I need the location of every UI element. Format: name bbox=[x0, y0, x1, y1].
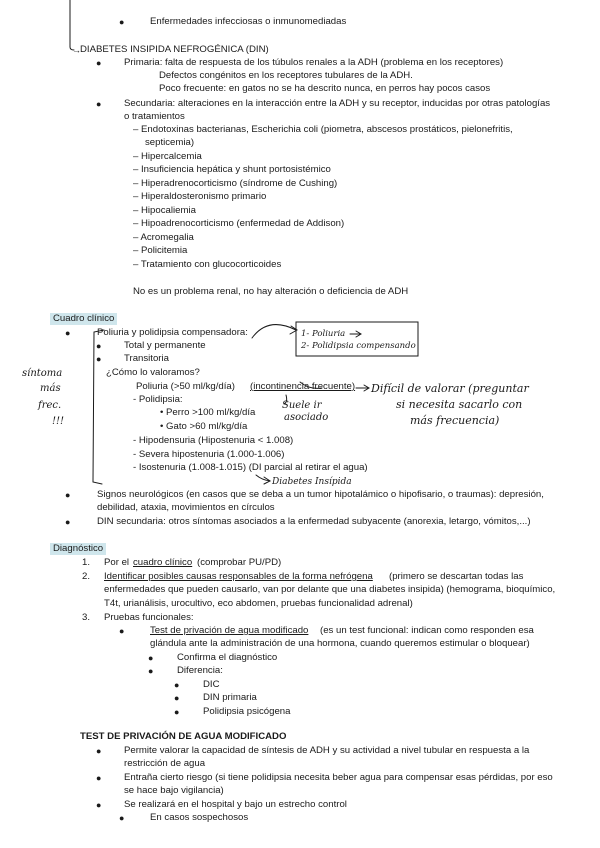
text-line: Pruebas funcionales: bbox=[104, 612, 194, 623]
section-heading-test-privacion: TEST DE PRIVACIÓN DE AGUA MODIFICADO bbox=[80, 731, 287, 742]
text-line: Poliuria y polidipsia compensadora: bbox=[97, 327, 248, 338]
text-line: ¿Cómo lo valoramos? bbox=[106, 367, 200, 378]
bullet-icon: ● bbox=[65, 490, 71, 500]
text-line: - Isostenuria (1.008-1.015) (DI parcial al retirar el agua) bbox=[133, 462, 368, 473]
list-item: – Policitemia bbox=[133, 245, 188, 256]
text-line: (es un test funcional: indican como responden esa bbox=[320, 625, 534, 636]
handwritten-note: !!! bbox=[52, 416, 65, 427]
handwritten-note: Suele ir bbox=[282, 400, 322, 411]
handwritten-note: si necesita sacarlo con bbox=[396, 398, 523, 411]
list-item: DIN primaria bbox=[203, 692, 257, 703]
text-line: - Severa hipostenuria (1.000-1.006) bbox=[133, 449, 285, 460]
bullet-icon: ● bbox=[96, 354, 102, 364]
text-line: Test de privación de agua modificado bbox=[150, 625, 309, 636]
text-line: DIN secundaria: otros síntomas asociados a la enfermedad subyacente (anorexia, letargo, vómitos,...) bbox=[97, 516, 531, 527]
list-number: 3. bbox=[82, 612, 91, 623]
text-line: (incontinencia frecuente) bbox=[250, 381, 356, 392]
list-item: – Hiperadrenocorticismo (síndrome de Cushing) bbox=[133, 178, 338, 189]
list-item: – Insuficiencia hepática y shunt portosistémico bbox=[133, 164, 331, 175]
text-line: Enfermedades infecciosas o inmunomediadas bbox=[150, 16, 347, 27]
handwritten-note: más frecuencia) bbox=[410, 414, 500, 427]
text-line: cuadro clínico bbox=[133, 557, 193, 568]
text-line: – Endotoxinas bacterianas, Escherichia coli (piometra, abscesos prostáticos, pielonefritis, bbox=[133, 124, 513, 135]
text-line: o tratamientos bbox=[124, 111, 185, 122]
list-item: DIC bbox=[203, 679, 220, 690]
text-line: No es un problema renal, no hay alteración o deficiencia de ADH bbox=[133, 286, 409, 297]
bullet-icon: ● bbox=[65, 328, 71, 338]
text-line: (comprobar PU/PD) bbox=[197, 557, 282, 568]
list-item: – Hipercalcemia bbox=[133, 151, 202, 162]
list-item: • Gato >60 ml/kg/día bbox=[160, 421, 248, 432]
list-number: 2. bbox=[82, 571, 91, 582]
text-line: restricción de agua bbox=[124, 758, 206, 769]
bullet-icon: ● bbox=[148, 653, 154, 663]
list-item: – Hipocaliemia bbox=[133, 205, 196, 216]
bullet-icon: ● bbox=[174, 707, 180, 717]
list-item: – Hiperaldosteronismo primario bbox=[133, 191, 267, 202]
text-line: En casos sospechosos bbox=[150, 812, 249, 823]
bullet-icon: ● bbox=[119, 626, 125, 636]
bullet-icon: ● bbox=[96, 58, 102, 68]
text-line: Identificar posibles causas responsables de la forma nefrógena bbox=[104, 571, 373, 582]
section-heading-din: DIABETES INSIPIDA NEFROGÉNICA (DIN) bbox=[80, 44, 269, 55]
handwritten-note: Difícil de valorar (preguntar bbox=[371, 382, 529, 395]
text-line: Se realizará en el hospital y bajo un estrecho control bbox=[124, 799, 347, 810]
text-line: - Polidipsia: bbox=[133, 394, 183, 405]
text-line: enfermedades que pueden causarlo, van por delante que una diabetes insipida) (hemograma, bioquímico, bbox=[104, 584, 556, 595]
text-line: (primero se descartan todas las bbox=[389, 571, 524, 582]
text-line: Poliuria (>50 ml/kg/día) bbox=[136, 381, 235, 392]
arrow-icon: → bbox=[72, 45, 81, 55]
text-line: Confirma el diagnóstico bbox=[177, 652, 278, 663]
text-line: debilidad, ataxia, movimientos en círculos bbox=[97, 502, 275, 513]
bullet-icon: ● bbox=[148, 666, 154, 676]
text-line: Permite valorar la capacidad de síntesis de ADH y su actividad a nivel tubular en respuesta a la bbox=[124, 745, 530, 756]
text-line: Por el bbox=[104, 557, 130, 568]
list-item: – Acromegalia bbox=[133, 232, 194, 243]
handwritten-note: síntoma bbox=[22, 368, 63, 379]
bullet-icon: ● bbox=[65, 517, 71, 527]
text-line: Transitoria bbox=[124, 353, 169, 364]
bullet-icon: ● bbox=[96, 341, 102, 351]
text-line: Signos neurológicos (en casos que se deba a un tumor hipotalámico o hipofisario, o traumas): depresión, bbox=[97, 489, 544, 500]
text-line: Primaria: falta de respuesta de los túbulos renales a la ADH (problema en los receptores) bbox=[124, 57, 504, 68]
bullet-icon: ● bbox=[96, 773, 102, 783]
list-item: – Hipoadrenocorticismo (enfermedad de Addison) bbox=[133, 218, 345, 229]
bullet-icon: ● bbox=[96, 746, 102, 756]
bullet-icon: ● bbox=[174, 680, 180, 690]
bullet-icon: ● bbox=[174, 693, 180, 703]
text-line: - Hipodensuria (Hipostenuria < 1.008) bbox=[133, 435, 294, 446]
bullet-icon: ● bbox=[96, 800, 102, 810]
text-line: Defectos congénitos en los receptores tubulares de la ADH. bbox=[159, 70, 413, 81]
list-item: Polidipsia psicógena bbox=[203, 706, 291, 717]
text-line: glándula ante la administración de una hormona, cuando queremos estimular o bloquear) bbox=[150, 638, 530, 649]
text-line: T4t, urianálisis, urocultivo, eco abdomen, pruebas funcionalidad adrenal) bbox=[104, 598, 413, 609]
handwritten-note: 1- Poliuria bbox=[301, 329, 346, 339]
bullet-icon: ● bbox=[119, 813, 125, 823]
section-heading-cuadro-clinico: Cuadro clínico bbox=[50, 313, 117, 325]
list-item: – Tratamiento con glucocorticoides bbox=[133, 259, 282, 270]
handwritten-note: Diabetes Insípida bbox=[272, 477, 352, 487]
text-line: Secundaria: alteraciones en la interacción entre la ADH y su receptor, inducidas por otras patologías bbox=[124, 98, 551, 109]
bullet-icon: ● bbox=[96, 99, 102, 109]
text-line: Diferencia: bbox=[177, 665, 223, 676]
handwritten-note: asociado bbox=[284, 412, 329, 423]
handwritten-note: 2- Polidipsia compensando bbox=[301, 341, 416, 351]
handwritten-note: más bbox=[40, 383, 61, 394]
text-line: Entraña cierto riesgo (si tiene polidipsia necesita beber agua para compensar esas pérdidas, por eso bbox=[124, 772, 553, 783]
list-item: • Perro >100 ml/kg/día bbox=[160, 407, 256, 418]
handwritten-note: frec. bbox=[38, 400, 62, 411]
text-line: se hace bajo vigilancia) bbox=[124, 785, 224, 796]
bullet-icon: ● bbox=[119, 17, 125, 27]
text-line: Poco frecuente: en gatos no se ha descrito nunca, en perros hay pocos casos bbox=[159, 83, 491, 94]
text-line: septicemia) bbox=[145, 137, 195, 148]
text-line: Total y permanente bbox=[124, 340, 206, 351]
section-heading-diagnostico: Diagnóstico bbox=[50, 543, 106, 555]
list-number: 1. bbox=[82, 557, 91, 568]
